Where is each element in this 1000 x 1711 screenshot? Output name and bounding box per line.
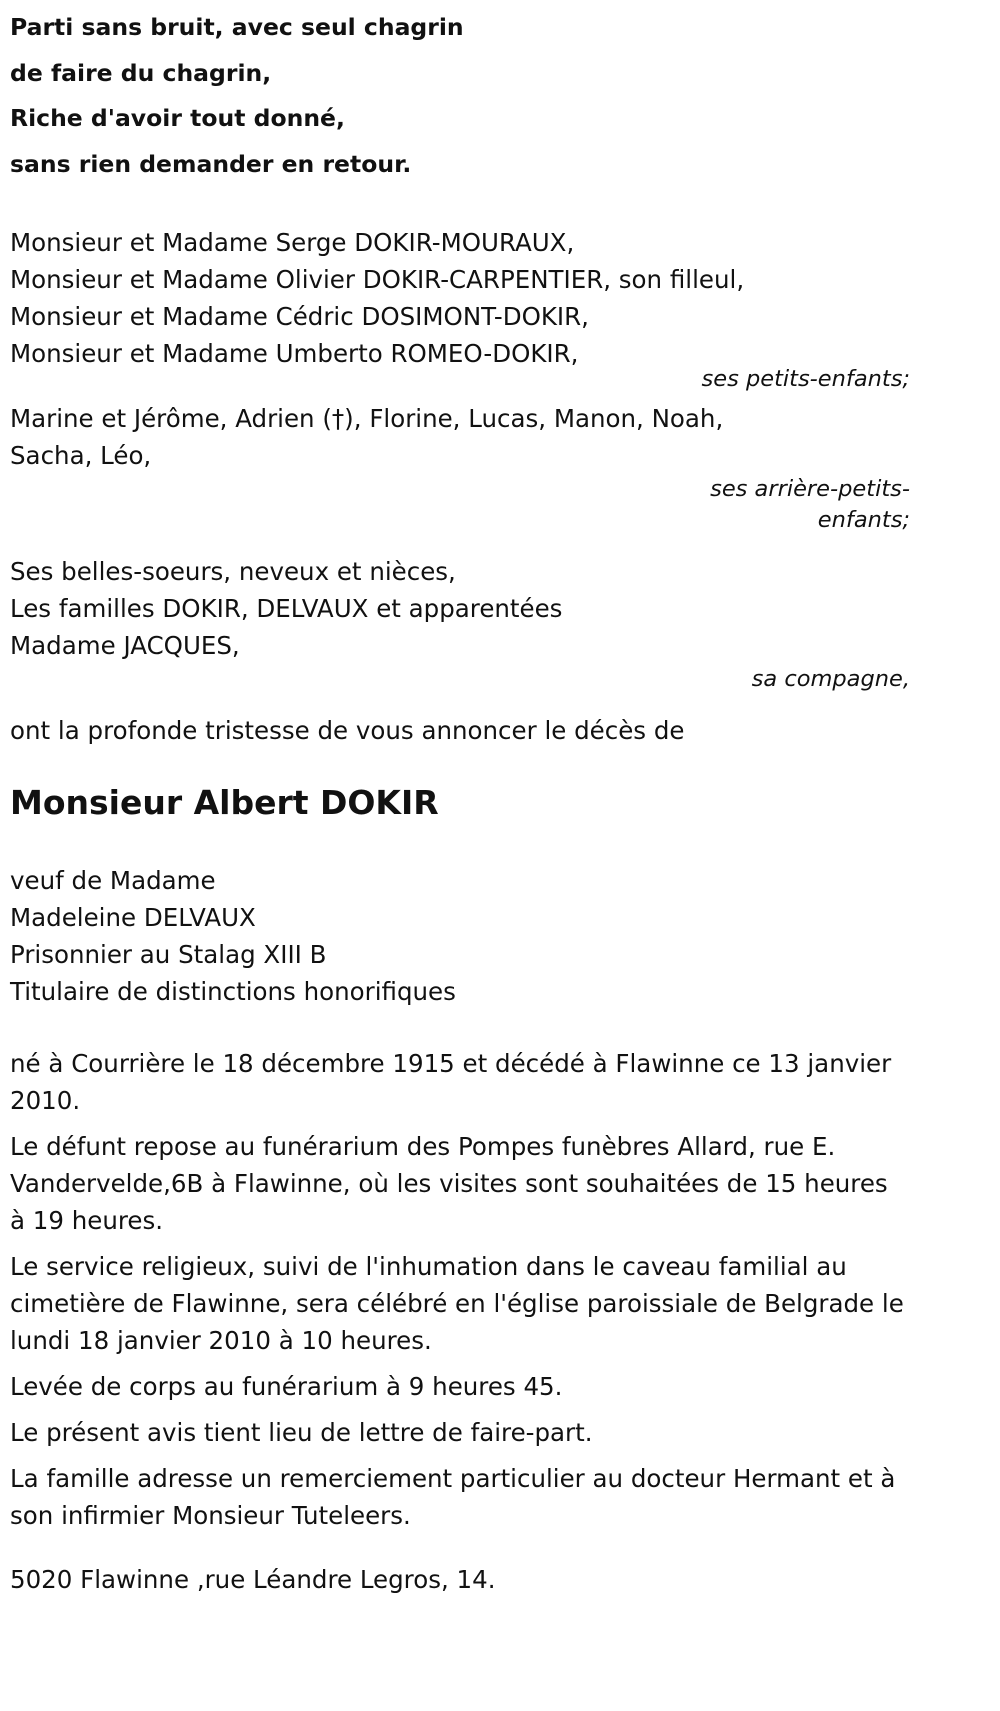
detail-line: Prisonnier au Stalag XIII B — [10, 940, 327, 969]
deceased-details — [10, 862, 910, 1010]
notice-body — [10, 1045, 910, 1534]
other-relatives-group — [10, 553, 910, 695]
relation-label: ses arrière-petits-enfants; — [710, 476, 910, 533]
notice-paragraph: Le présent avis tient lieu de lettre de faire-part. — [10, 1418, 593, 1447]
family-line: Monsieur et Madame Olivier DOKIR-CARPENTIER, son filleul, — [10, 265, 745, 294]
family-line: Monsieur et Madame Umberto ROMEO-DOKIR, — [10, 339, 579, 368]
detail-line: Titulaire de distinctions honorifiques — [10, 977, 456, 1006]
family-line: Monsieur et Madame Serge DOKIR-MOURAUX, — [10, 228, 575, 257]
family-line: Marine et Jérôme, Adrien (†), Florine, Lucas, Manon, Noah, — [10, 404, 724, 433]
family-line: Madame JACQUES, — [10, 631, 240, 660]
announcement: ont la profonde tristesse de vous annoncer le décès de — [10, 716, 685, 745]
relation-label: ses petits-enfants; — [701, 366, 910, 392]
visitation-paragraph: Le défunt repose au funérarium des Pompes funèbres Allard, rue E. Vandervelde,6B à Flawinne, où les visites sont souhaitées de 15 heures à 19 heures. — [10, 1132, 888, 1235]
deceased-name: Monsieur Albert DOKIR — [10, 783, 439, 822]
procession-paragraph: Levée de corps au funérarium à 9 heures 45. — [10, 1372, 563, 1401]
family-line: Sacha, Léo, — [10, 441, 152, 470]
verse-line: de faire du chagrin, — [10, 58, 272, 87]
verse-line: sans rien demander en retour. — [10, 149, 412, 178]
verse-line: Parti sans bruit, avec seul chagrin — [10, 13, 464, 41]
grandchildren-group — [10, 224, 910, 395]
thanks-paragraph: La famille adresse un remerciement particulier au docteur Hermant et à son infirmier Monsieur Tuteleers. — [10, 1464, 896, 1530]
detail-line: Madeleine DELVAUX — [10, 903, 256, 932]
relation-label: sa compagne, — [751, 666, 910, 692]
family-line: Les familles DOKIR, DELVAUX et apparentées — [10, 594, 563, 623]
verse-line: Riche d'avoir tout donné, — [10, 104, 345, 132]
service-paragraph: Le service religieux, suivi de l'inhumation dans le caveau familial au cimetière de Flawinne, sera célébré en l'église paroissiale de Belgrade le lundi 18 janvier 2010 à 10 heures. — [10, 1252, 904, 1355]
great-grandchildren-group — [10, 400, 910, 536]
family-line: Ses belles-soeurs, neveux et nièces, — [10, 557, 456, 586]
birth-death-paragraph: né à Courrière le 18 décembre 1915 et décédé à Flawinne ce 13 janvier 2010. — [10, 1049, 892, 1115]
opening-verse — [10, 0, 910, 187]
detail-line: veuf de Madame — [10, 866, 216, 895]
family-line: Monsieur et Madame Cédric DOSIMONT-DOKIR, — [10, 302, 589, 331]
family-address: 5020 Flawinne ,rue Léandre Legros, 14. — [10, 1565, 496, 1594]
